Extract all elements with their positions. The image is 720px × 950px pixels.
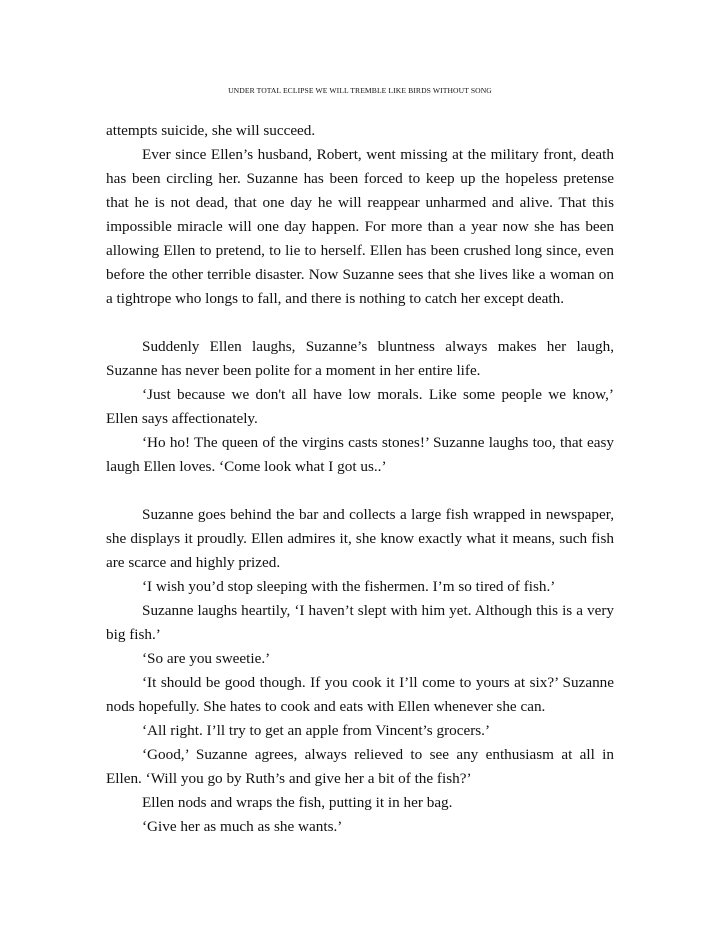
paragraph: ‘So are you sweetie.’ <box>142 650 271 667</box>
paragraph-continuation: attempts suicide, she will succeed. <box>106 122 316 139</box>
paragraph: Suzanne goes behind the bar and collects a large fish wrapped in newspaper, she displays it proudly. Ellen admires it, she know exactly what it means, such fish are scarce and highly prized. <box>106 506 614 571</box>
paragraph: ‘It should be good though. If you cook it I’ll come to yours at six?’ Suzanne nods hopefully. She hates to cook and eats with Ellen whenever she can. <box>106 674 614 715</box>
manuscript-body <box>106 119 614 839</box>
section-break <box>106 479 614 503</box>
paragraph: ‘Give her as much as she wants.’ <box>142 818 343 835</box>
paragraph: ‘Just because we don't all have low morals. Like some people we know,’ Ellen says affectionately. <box>106 386 614 427</box>
paragraph: ‘I wish you’d stop sleeping with the fishermen. I’m so tired of fish.’ <box>142 578 556 595</box>
section-break <box>106 311 614 335</box>
paragraph: ‘Ho ho! The queen of the virgins casts stones!’ Suzanne laughs too, that easy laugh Ellen loves. ‘Come look what I got us..’ <box>106 434 614 475</box>
running-header: UNDER TOTAL ECLIPSE WE WILL TREMBLE LIKE BIRDS WITHOUT SONG <box>228 86 492 95</box>
paragraph: Ellen nods and wraps the fish, putting it in her bag. <box>142 794 453 811</box>
paragraph: Suzanne laughs heartily, ‘I haven’t slept with him yet. Although this is a very big fish.’ <box>106 602 614 643</box>
paragraph: ‘All right. I’ll try to get an apple from Vincent’s grocers.’ <box>142 722 491 739</box>
paragraph: Suddenly Ellen laughs, Suzanne’s bluntness always makes her laugh, Suzanne has never been polite for a moment in her entire life. <box>106 338 614 379</box>
paragraph: Ever since Ellen’s husband, Robert, went missing at the military front, death has been circling her. Suzanne has been forced to keep up the hopeless pretense that he is not dead, that one day he will reappear unharmed and alive. That this impossible miracle will one day happen. For more than a year now she has been allowing Ellen to pretend, to lie to herself. Ellen has been crushed long since, even before the other terrible disaster. Now Suzanne sees that she lives like a woman on a tightrope who longs to fall, and there is nothing to catch her except death. <box>106 146 614 307</box>
paragraph: ‘Good,’ Suzanne agrees, always relieved to see any enthusiasm at all in Ellen. ‘Will you go by Ruth’s and give her a bit of the fish?’ <box>106 746 614 787</box>
